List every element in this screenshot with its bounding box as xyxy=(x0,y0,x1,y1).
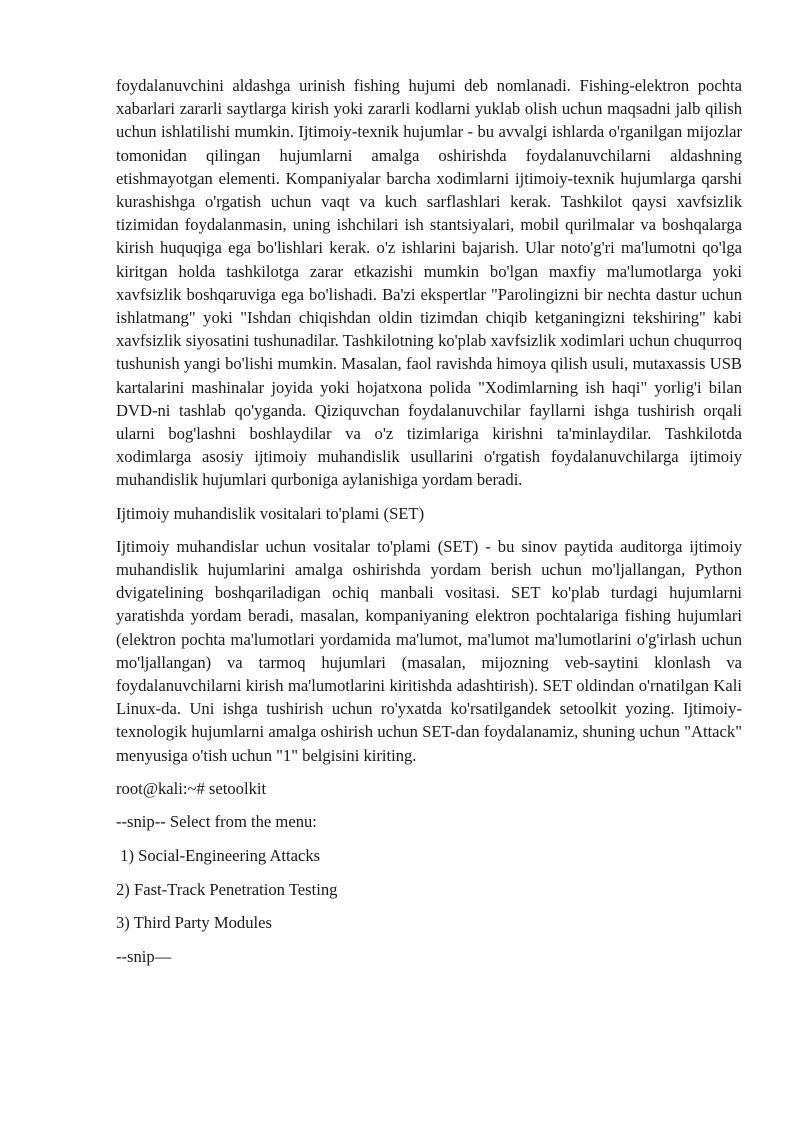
command-output-line: --snip— xyxy=(116,946,172,966)
body-paragraph: foydalanuvchini aldashga urinish fishing hujumi deb nomlanadi. Fishing-elektron pochta xabarlari zararli saytlarga kirish yoki zararli kodlarni yuklab olish uchun maqsadni jalb qilish uchun ishlatilishi mumkin. Ijtimoiy-texnik hujumlar - bu avvalgi ishlarda o'rganilgan mijozlar tomonidan qilingan hujumlarni amalga oshirishda foydalanuvchilarni aldashning etishmayotgan elementi. Kompaniyalar barcha xodimlarni ijtimoiy-texnik hujumlarga qarshi kurashishga o'rgatish uchun vaqt va kuch sarflashlari kerak. Tashkilot qaysi xavfsizlik tizimidan foydalanmasin, uning ishchilari ish stantsiyalari, mobil qurilmalar va boshqalarga kirish huquqiga ega bo'lishlari kerak. o'z ishlarini bajarish. Ular noto'g'ri ma'lumotni qo'lga kiritgan holda tashkilotga zarar etkazishi mumkin bo'lgan maxfiy ma'lumotlarga yoki xavfsizlik boshqaruviga ega bo'lishadi. Ba'zi ekspertlar "Parolingizni bir nechta dastur uchun ishlatmang" yoki "Ishdan chiqishdan oldin tizimdan chiqib ketganingizni tekshiring" kabi xavfsizlik siyosatini tushunadilar. Tashkilotning ko'plab xavfsizlik xodimlari uchun chuqurroq tushunish yangi bo'lishi mumkin. Masalan, faol ravishda himoya qilish usuli, mutaxassis USB kartalarini mashinalar joyida yoki hojatxona polida "Xodimlarning ish haqi" yorlig'i bilan DVD-ni tashlab qo'yganda. Qiziquvchan foydalanuvchilar fayllarni ishga tushirish orqali ularni bog'lashni boshlaydilar va o'z tizimlariga kirishni ta'minlaydilar. Tashkilotda xodimlarga asosiy ijtimoiy muhandislik usullarini o'rgatish foydalanuvchilarga ijtimoiy muhandislik hujumlari qurboniga aylanishiga yordam beradi. xyxy=(116,76,742,490)
menu-option-line: 1) Social-Engineering Attacks xyxy=(116,846,321,866)
menu-option-line: 3) Third Party Modules xyxy=(116,913,272,933)
section-heading: Ijtimoiy muhandislik vositalari to'plami (SET) xyxy=(116,503,425,523)
document-body xyxy=(116,74,742,978)
menu-option-line: 2) Fast-Track Penetration Testing xyxy=(116,879,338,899)
command-output-line: --snip-- Select from the menu: xyxy=(116,812,317,832)
body-paragraph: Ijtimoiy muhandislar uchun vositalar to'plami (SET) - bu sinov paytida auditorga ijtimoiy muhandislik hujumlarini amalga oshirishda yordam berish uchun mo'ljallangan, Python dvigatelining boshqariladigan ochiq manbali vositasi. SET ko'plab turdagi hujumlarni yaratishda yordam beradi, masalan, kompaniyaning elektron pochtalariga fishing hujumlari (elektron pochta ma'lumotlari yordamida ma'lumot, ma'lumot ma'lumotlarini o'g'irlash uchun mo'ljallangan) va tarmoq hujumlari (masalan, mijozning veb-saytini klonlash va foydalanuvchilarni kirish ma'lumotlarini kiritishda adashtirish). SET oldindan o'rnatilgan Kali Linux-da. Uni ishga tushirish uchun ro'yxatda ko'rsatilgandek setoolkit yozing. Ijtimoiy-texnologik hujumlarni amalga oshirish uchun SET-dan foydalanamiz, shuning uchun "Attack" menyusiga o'tish uchun "1" belgisini kiriting. xyxy=(116,536,742,765)
command-line: root@kali:~# setoolkit xyxy=(116,778,267,798)
